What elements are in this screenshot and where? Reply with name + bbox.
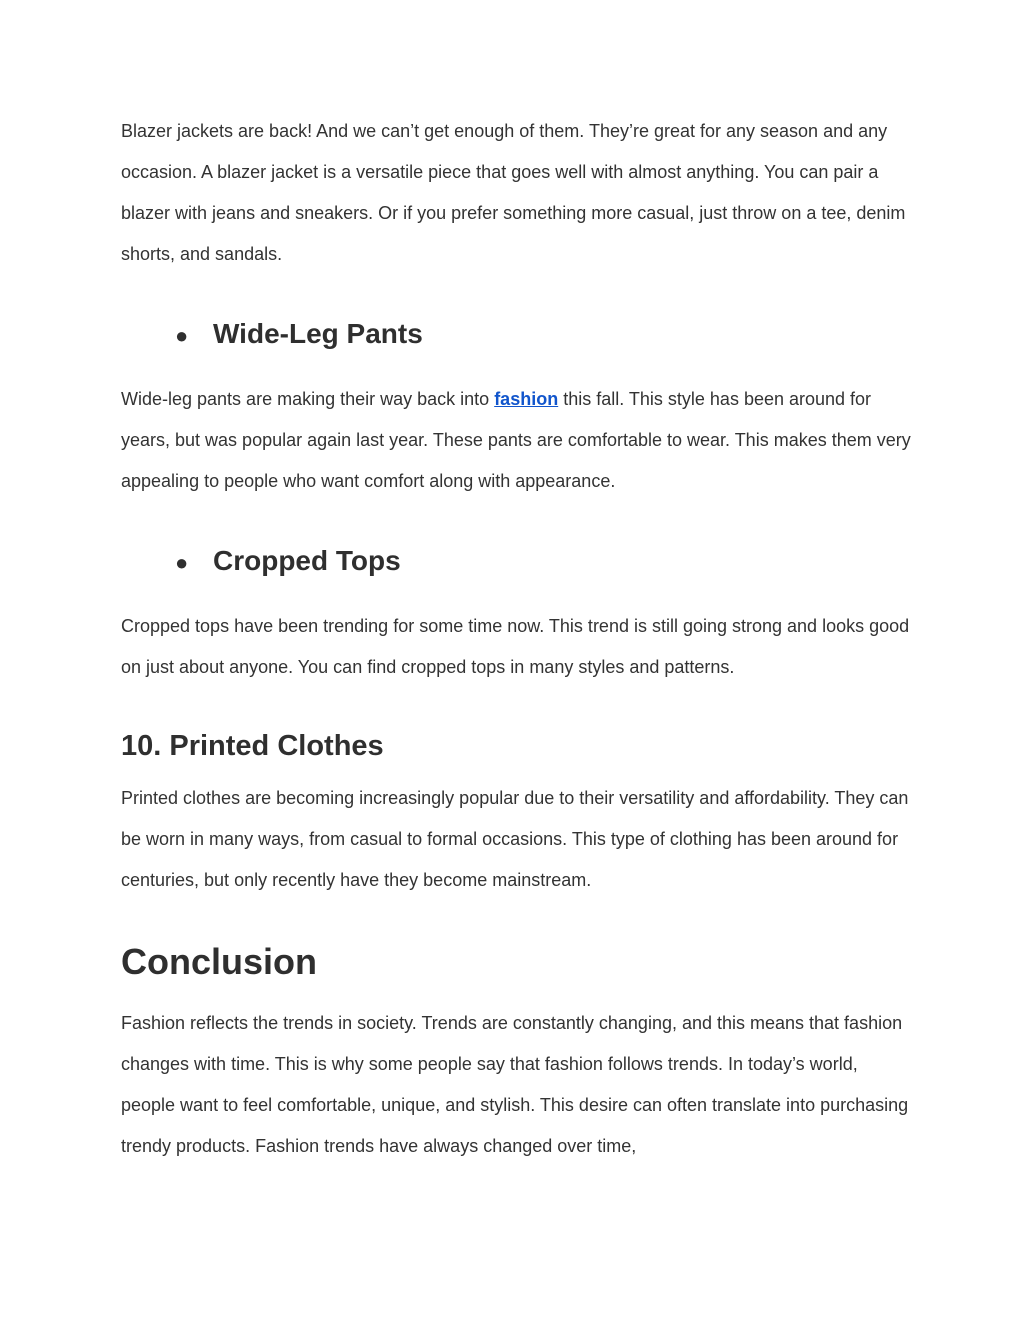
blazer-paragraph: Blazer jackets are back! And we can’t get enough of them. They’re great for any season and any occasion. A blazer jacket is a versatile piece that goes well with almost anything. You can pair a blazer with jeans and sneakers. Or if you prefer something more casual, just throw on a tee, denim shorts, and sandals. <box>121 121 906 264</box>
bullet-icon: ● <box>175 322 189 348</box>
wide-leg-text-before: Wide-leg pants are making their way back into <box>121 389 495 409</box>
fashion-link[interactable]: fashion <box>494 389 559 409</box>
cropped-tops-heading <box>175 544 401 580</box>
wide-leg-heading-text: Wide-Leg Pants <box>213 318 423 349</box>
wide-leg-paragraph <box>121 379 911 502</box>
cropped-tops-heading-text: Cropped Tops <box>213 545 401 576</box>
wide-leg-heading <box>175 317 423 353</box>
conclusion-heading: Conclusion <box>121 941 317 982</box>
conclusion-paragraph: Fashion reflects the trends in society. Trends are constantly changing, and this means that fashion changes with time. This is why some people say that fashion follows trends. In today’s world, people want to feel comfortable, unique, and stylish. This desire can often translate into purchasing trendy products. Fashion trends have always changed over time, <box>121 1013 909 1156</box>
wide-leg-text-after: this fall. This style has been around for years, but was popular again last year. These pants are comfortable to wear. This makes them very appealing to people who want comfort along with appearance. <box>121 389 911 491</box>
printed-clothes-heading: 10. Printed Clothes <box>121 730 384 762</box>
cropped-tops-paragraph: Cropped tops have been trending for some time now. This trend is still going strong and looks good on just about anyone. You can find cropped tops in many styles and patterns. <box>121 616 910 677</box>
bullet-icon: ● <box>175 549 189 575</box>
printed-clothes-paragraph: Printed clothes are becoming increasingly popular due to their versatility and affordability. They can be worn in many ways, from casual to formal occasions. This type of clothing has been around for centuries, but only recently have they become mainstream. <box>121 788 909 890</box>
